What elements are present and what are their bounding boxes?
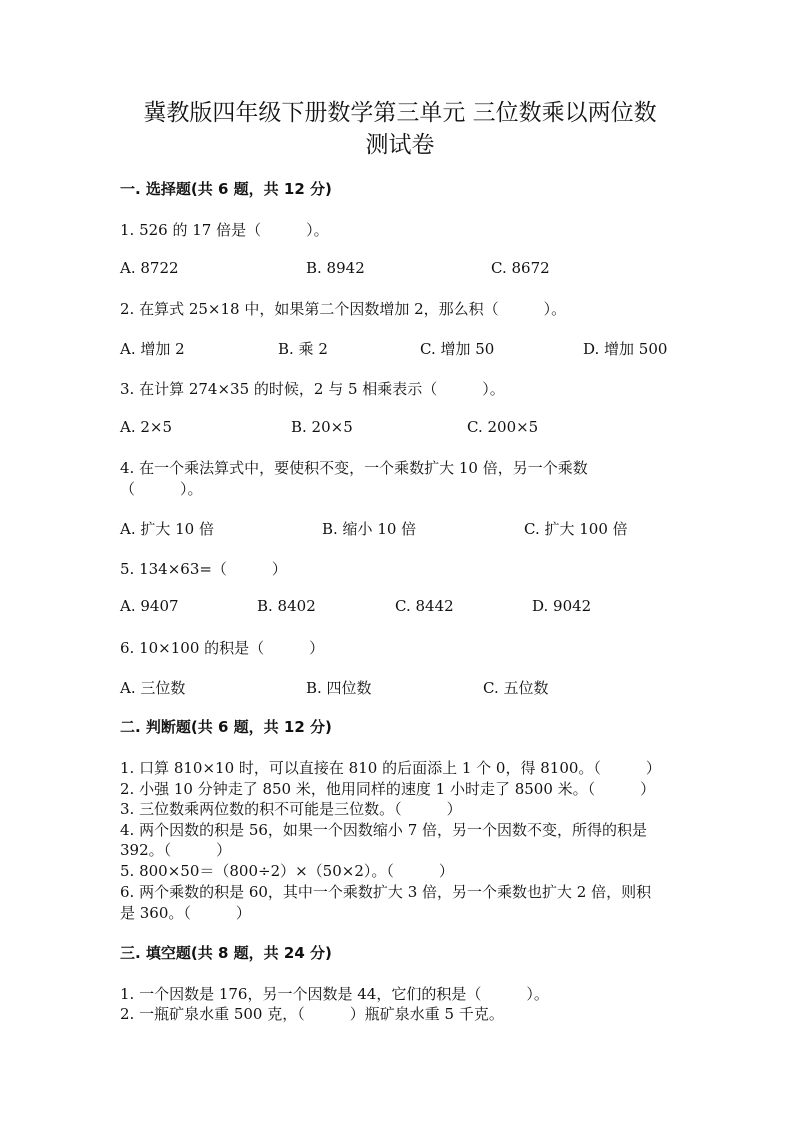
question-stem: 4. 在一个乘法算式中，要使积不变，一个乘数扩大 10 倍，另一个乘数 — [120, 459, 588, 477]
section-heading-fill: 三. 填空题(共 8 题，共 24 分) — [120, 944, 332, 962]
question-stem-continued: （ ）。 — [120, 480, 203, 498]
option-b: B. 缩小 10 倍 — [322, 520, 417, 538]
question-stem: 6. 10×100 的积是（ ） — [120, 639, 325, 657]
page-title-line2: 测试卷 — [365, 132, 435, 158]
question-stem: 3. 在计算 274×35 的时候，2 与 5 相乘表示（ ）。 — [120, 380, 505, 398]
judge-item: 4. 两个因数的积是 56，如果一个因数缩小 7 倍，另一个因数不变，所得的积是 — [120, 821, 648, 839]
judge-item: 2. 小强 10 分钟走了 850 米，他用同样的速度 1 小时走了 8500 米。（ ） — [120, 780, 656, 798]
option-a: A. 2×5 — [120, 418, 173, 436]
option-a: A. 9407 — [120, 597, 179, 615]
fill-item: 2. 一瓶矿泉水重 500 克，（ ）瓶矿泉水重 5 千克。 — [120, 1005, 504, 1023]
option-d: D. 9042 — [532, 597, 592, 615]
section-heading-choice: 一. 选择题(共 6 题，共 12 分) — [120, 180, 332, 198]
question-stem: 1. 526 的 17 倍是（ ）。 — [120, 221, 329, 239]
option-d: D. 增加 500 — [583, 340, 668, 358]
judge-item-continued: 是 360。（ ） — [120, 904, 251, 922]
option-b: B. 20×5 — [291, 418, 353, 436]
judge-item: 3. 三位数乘两位数的积不可能是三位数。（ ） — [120, 800, 462, 818]
option-b: B. 四位数 — [306, 679, 372, 697]
option-c: C. 五位数 — [483, 679, 549, 697]
fill-item: 1. 一个因数是 176，另一个因数是 44，它们的积是（ ）。 — [120, 985, 549, 1003]
option-c: C. 扩大 100 倍 — [524, 520, 628, 538]
page-title: 冀教版四年级下册数学第三单元 三位数乘以两位数 — [143, 100, 657, 126]
option-c: C. 8442 — [395, 597, 454, 615]
section-heading-judge: 二. 判断题(共 6 题，共 12 分) — [120, 718, 332, 736]
judge-item: 5. 800×50＝（800÷2）×（50×2）。（ ） — [120, 862, 454, 880]
option-b: B. 8942 — [306, 259, 365, 277]
option-c: C. 8672 — [491, 259, 550, 277]
question-stem: 2. 在算式 25×18 中，如果第二个因数增加 2，那么积（ ）。 — [120, 300, 567, 318]
option-c: C. 200×5 — [467, 418, 539, 436]
option-a: A. 三位数 — [120, 679, 186, 697]
option-a: A. 增加 2 — [120, 340, 185, 358]
option-b: B. 乘 2 — [278, 340, 328, 358]
judge-item: 6. 两个乘数的积是 60，其中一个乘数扩大 3 倍，另一个乘数也扩大 2 倍，则积 — [120, 883, 652, 901]
option-a: A. 8722 — [120, 259, 179, 277]
option-b: B. 8402 — [257, 597, 316, 615]
option-a: A. 扩大 10 倍 — [120, 520, 214, 538]
judge-item: 1. 口算 810×10 时，可以直接在 810 的后面添上 1 个 0，得 8100。（ ） — [120, 759, 661, 777]
judge-item-continued: 392。（ ） — [120, 841, 232, 859]
question-stem: 5. 134×63=（ ） — [120, 560, 287, 578]
option-c: C. 增加 50 — [420, 340, 495, 358]
